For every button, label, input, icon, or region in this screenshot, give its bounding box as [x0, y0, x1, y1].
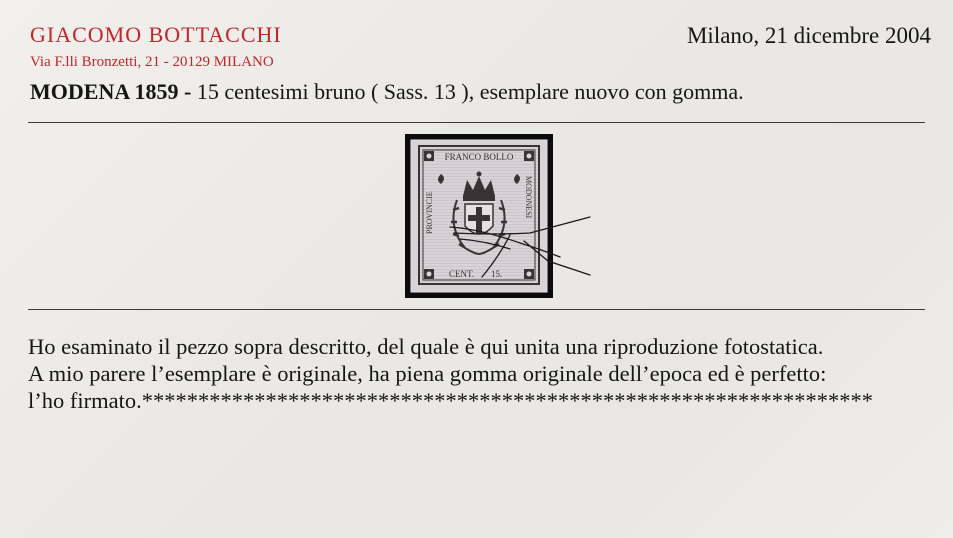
place-date: Milano, 21 dicembre 2004 — [686, 23, 931, 48]
signature-mark — [440, 205, 600, 285]
firm-address: Via F.lli Bronzetti, 21 - 20129 MILANO — [30, 54, 274, 70]
certificate-text — [28, 333, 873, 414]
stamp-right-text: MODONESI — [524, 176, 533, 219]
stamp-value-right: 15. — [491, 269, 503, 279]
stamp-left-text: PROVINCIE — [425, 191, 434, 234]
divider-top — [28, 122, 925, 123]
certificate-line-2: A mio parere l’esemplare è originale, ha piena gomma originale dell’epoca ed è perfetto: — [28, 361, 827, 386]
divider-bottom — [28, 309, 925, 310]
certificate-line-1: Ho esaminato il pezzo sopra descritto, del quale è qui unita una riproduzione fotostatica. — [28, 334, 824, 359]
stamp-top-text: FRANCO BOLLO — [444, 152, 514, 162]
letterhead — [30, 22, 282, 71]
certificate-line-3: l’ho firmato.***************************************************************** — [28, 388, 873, 413]
stamp-description — [30, 78, 744, 106]
country-year: MODENA 1859 - — [30, 79, 192, 104]
firm-name: GIACOMO BOTTACCHI — [30, 22, 282, 47]
stamp-value-left: CENT. — [449, 269, 475, 279]
stamp-details: 15 centesimi bruno ( Sass. 13 ), esemplare nuovo con gomma. — [196, 79, 744, 104]
